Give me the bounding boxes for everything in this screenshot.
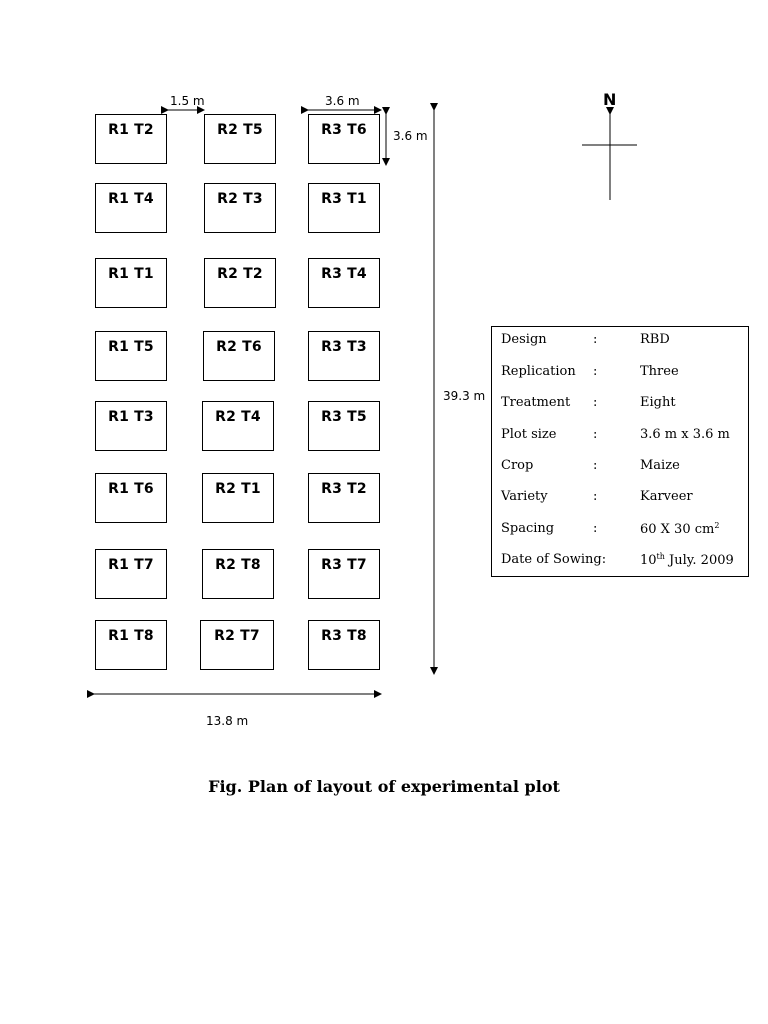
info-row — [492, 395, 748, 415]
info-value-text: 60 X 30 cm — [640, 522, 715, 537]
info-row — [492, 427, 748, 447]
info-value-text: Karveer — [640, 489, 693, 504]
info-label: Design — [501, 332, 547, 347]
plot-box: R3 T6 — [308, 114, 380, 164]
info-value-superscript: 2 — [714, 521, 720, 530]
info-label: Spacing — [501, 521, 555, 536]
info-value — [640, 364, 679, 379]
plot-box: R2 T5 — [204, 114, 276, 164]
info-value — [640, 489, 693, 504]
info-value-rest: July. 2009 — [664, 553, 734, 568]
gap-width-label: 1.5 m — [170, 94, 205, 108]
plot-box: R1 T8 — [95, 620, 167, 670]
plot-box: R2 T2 — [204, 258, 276, 308]
plot-box: R3 T3 — [308, 331, 380, 381]
plot-box: R2 T6 — [203, 331, 275, 381]
plot-box: R2 T8 — [202, 549, 274, 599]
info-label: Date of Sowing: — [501, 552, 607, 567]
info-row — [492, 332, 748, 352]
info-value-base: 10 — [640, 553, 657, 568]
plot-box: R2 T7 — [200, 620, 274, 670]
plot-box: R3 T2 — [308, 473, 380, 523]
info-separator: : — [593, 427, 598, 442]
figure-caption: Fig. Plan of layout of experimental plot — [208, 777, 560, 796]
plot-box: R3 T5 — [308, 401, 380, 451]
info-label: Treatment — [501, 395, 571, 410]
plot-box: R1 T3 — [95, 401, 167, 451]
info-row — [492, 458, 748, 478]
plot-box: R1 T6 — [95, 473, 167, 523]
total-width-label: 13.8 m — [206, 714, 249, 728]
plot-box: R2 T3 — [204, 183, 276, 233]
info-value — [640, 521, 719, 537]
plot-width-label: 3.6 m — [325, 94, 360, 108]
info-label: Plot size — [501, 427, 557, 442]
info-value-text: Three — [640, 364, 679, 379]
info-value-superscript: th — [656, 552, 665, 561]
plot-box: R2 T4 — [202, 401, 274, 451]
info-value-text: RBD — [640, 332, 670, 347]
plot-box: R1 T4 — [95, 183, 167, 233]
info-separator: : — [593, 458, 598, 473]
info-label: Replication — [501, 364, 576, 379]
info-value — [640, 458, 680, 473]
info-value-text: Maize — [640, 458, 680, 473]
info-value — [640, 332, 670, 347]
plot-box: R3 T4 — [308, 258, 380, 308]
info-value — [640, 427, 730, 442]
plot-box: R1 T1 — [95, 258, 167, 308]
info-label: Variety — [501, 489, 548, 504]
info-row — [492, 489, 748, 509]
info-row — [492, 364, 748, 384]
info-separator: : — [593, 332, 598, 347]
info-row — [492, 521, 748, 541]
info-separator: : — [593, 395, 598, 410]
plot-box: R3 T7 — [308, 549, 380, 599]
plot-box: R2 T1 — [202, 473, 274, 523]
plot-box: R3 T8 — [308, 620, 380, 670]
plot-height-label: 3.6 m — [393, 129, 428, 143]
plot-box: R1 T2 — [95, 114, 167, 164]
info-value-text: Eight — [640, 395, 676, 410]
info-value — [640, 552, 734, 568]
plot-box: R1 T7 — [95, 549, 167, 599]
north-label: N — [603, 90, 617, 109]
info-value — [640, 395, 676, 410]
info-value-text: 3.6 m x 3.6 m — [640, 427, 730, 442]
info-separator: : — [593, 489, 598, 504]
info-label: Crop — [501, 458, 534, 473]
info-row — [492, 552, 748, 572]
info-separator: : — [593, 364, 598, 379]
info-separator: : — [593, 521, 598, 536]
plot-box: R3 T1 — [308, 183, 380, 233]
plot-box: R1 T5 — [95, 331, 167, 381]
design-info-table — [491, 326, 749, 577]
total-length-label: 39.3 m — [443, 389, 486, 403]
